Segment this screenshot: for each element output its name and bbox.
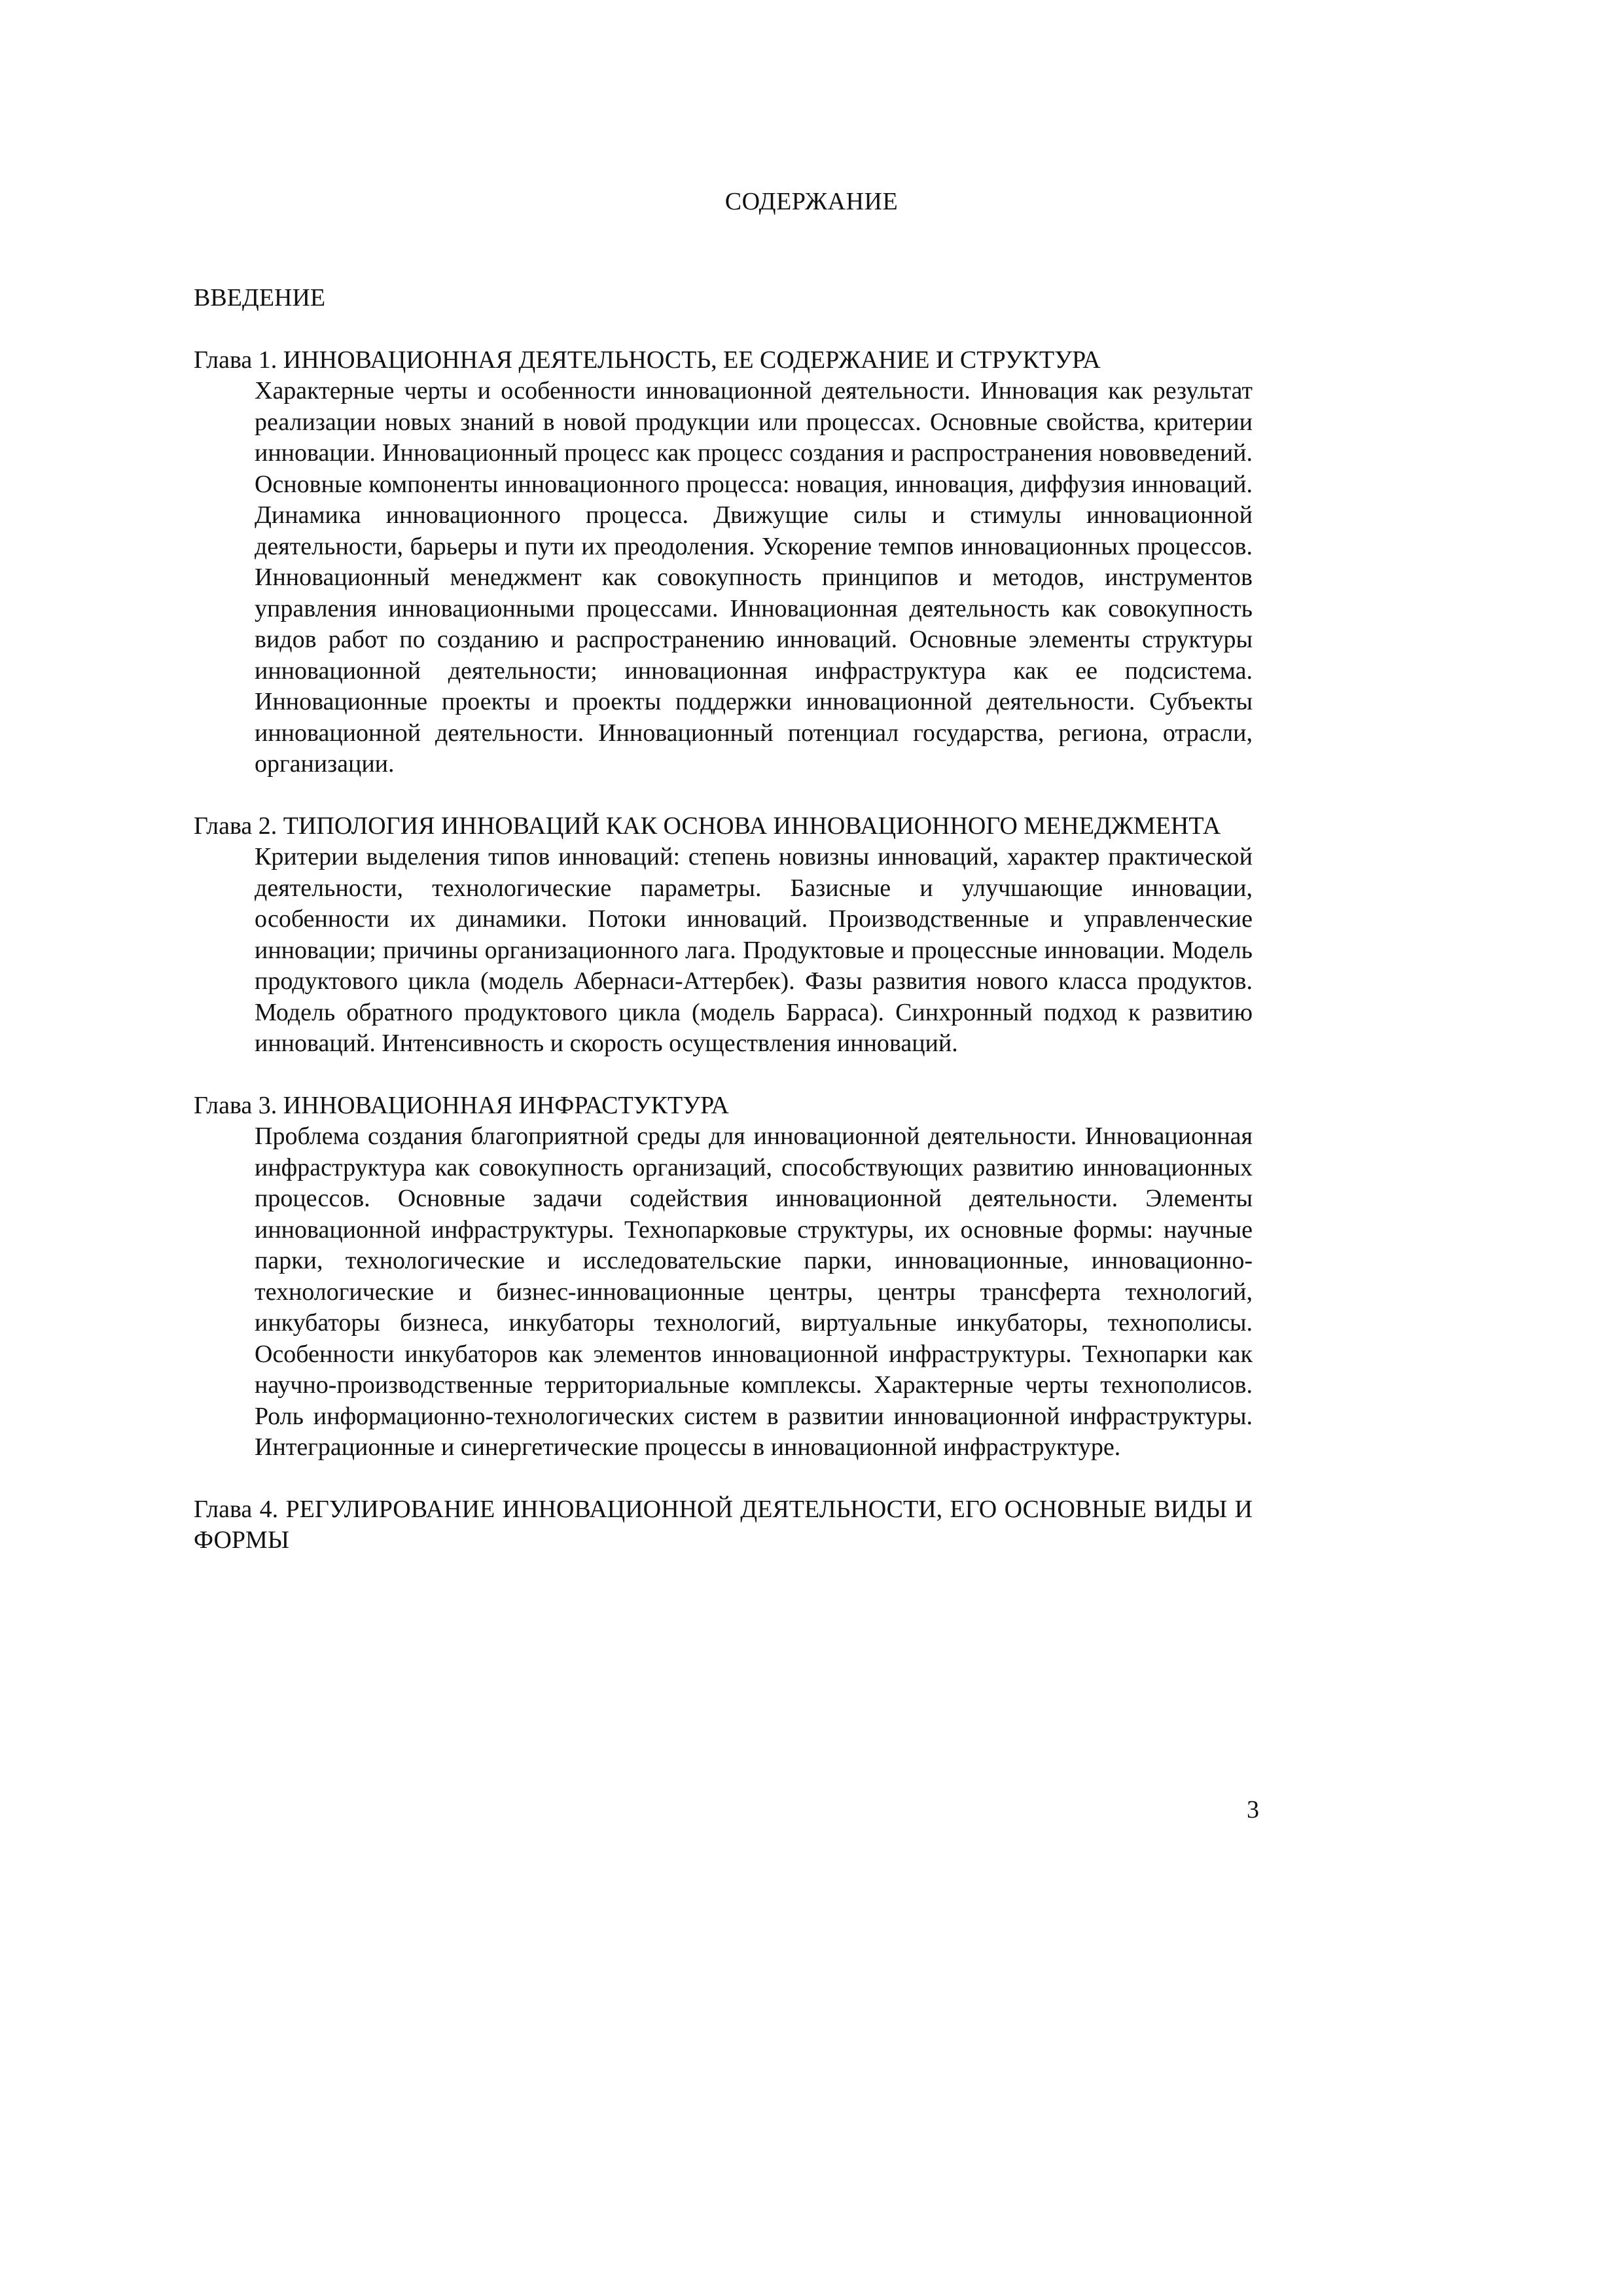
toc-chapter-2 (194, 811, 1253, 1060)
toc-introduction: ВВЕДЕНИЕ (194, 284, 326, 312)
toc-chapter-3 (194, 1090, 1253, 1463)
chapter-heading: Глава 4. РЕГУЛИРОВАНИЕ ИННОВАЦИОННОЙ ДЕЯТЕЛЬНОСТИ, ЕГО ОСНОВНЫЕ ВИДЫ И ФОРМЫ (194, 1495, 1253, 1554)
chapter-heading: Глава 3. ИННОВАЦИОННАЯ ИНФРАСТУКТУРА (194, 1091, 729, 1119)
chapter-description: Критерии выделения типов инноваций: степень новизны инноваций, характер практической деятельности, технологические параметры. Базисные и улучшающие инновации, особенности их динамики. Потоки инноваций. Производственные и управленческие инновации; причины организационного лага. Продуктовые и процессные инновации. Модель продуктового цикла (модель Абернаси-Аттербек). Фазы развития нового класса продуктов. Модель обратного продуктового цикла (модель Барраса). Синхронный подход к развитию инноваций. Интенсивность и скорость осуществления инноваций. (255, 843, 1253, 1057)
chapter-description: Характерные черты и особенности инновационной деятельности. Инновация как результат реализации новых знаний в новой продукции или процессах. Основные свойства, критерии инновации. Инновационный процесс как процесс создания и распространения нововведений. Основные компоненты инновационного процесса: новация, инновация, диффузия инноваций. Динамика инновационного процесса. Движущие силы и стимулы инновационной деятельности, барьеры и пути их преодоления. Ускорение темпов инновационных процессов. Инновационный менеджмент как совокупность принципов и методов, инструментов управления инновационными процессами. Инновационная деятельность как совокупность видов работ по созданию и распространению инноваций. Основные элементы структуры инновационной деятельности; инновационная инфраструктура как ее подсистема. Инновационные проекты и проекты поддержки инновационной деятельности. Субъекты инновационной деятельности. Инновационный потенциал государства, региона, отрасли, организации. (255, 377, 1253, 778)
toc-chapter-4 (194, 1494, 1253, 1556)
chapter-heading: Глава 2. ТИПОЛОГИЯ ИННОВАЦИЙ КАК ОСНОВА ИННОВАЦИОННОГО МЕНЕДЖМЕНТА (194, 812, 1221, 840)
page-number: 3 (1247, 1796, 1259, 1823)
page-title: СОДЕРЖАНИЕ (724, 188, 899, 215)
chapter-description: Проблема создания благоприятной среды для инновационной деятельности. Инновационная инфраструктура как совокупность организаций, способствующих развитию инновационных процессов. Основные задачи содействия инновационной деятельности. Элементы инновационной инфраструктуры. Технопарковые структуры, их основные формы: научные парки, технологические и исследовательские парки, инновационные, инновационно-технологические и бизнес-инновационные центры, центры трансферта технологий, инкубаторы бизнеса, инкубаторы технологий, виртуальные инкубаторы, технополисы. Особенности инкубаторов как элементов инновационной инфраструктуры. Технопарки как научно-производственные территориальные комплексы. Характерные черты технополисов. Роль информационно-технологических систем в развитии инновационной инфраструктуры. Интеграционные и синергетические процессы в инновационной инфраструктуре. (255, 1122, 1253, 1461)
toc-chapter-1 (194, 345, 1253, 780)
table-of-contents (194, 283, 1253, 1587)
chapter-heading: Глава 1. ИННОВАЦИОННАЯ ДЕЯТЕЛЬНОСТЬ, ЕЕ СОДЕРЖАНИЕ И СТРУКТУРА (194, 346, 1101, 374)
